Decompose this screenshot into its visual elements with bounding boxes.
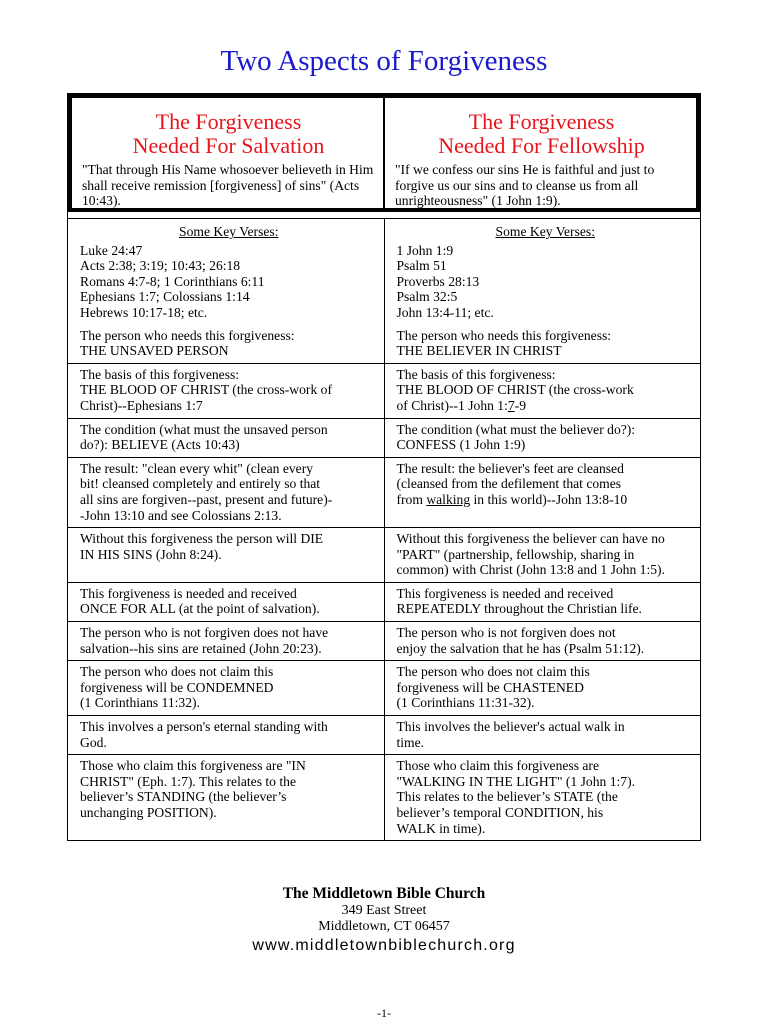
- cell-line: believer’s STANDING (the believer’s: [80, 789, 287, 805]
- cell-line: The person who does not claim this: [80, 664, 274, 680]
- cell-line: Those who claim this forgiveness are "IN: [80, 758, 306, 774]
- salvation-cell: [68, 622, 384, 660]
- fellowship-cell: [384, 364, 701, 418]
- cell-line: The person who does not claim this: [396, 664, 590, 680]
- cell-line: CHRIST" (Eph. 1:7). This relates to the: [80, 773, 296, 789]
- cell-line: This forgiveness is needed and received: [80, 585, 297, 601]
- cell-line: bit! cleansed completely and entirely so that: [80, 476, 321, 492]
- key-verse: Luke 24:47: [80, 242, 143, 258]
- header-salvation-quote: "That through His Name whosoever believeth in Him shall receive remission [forgiveness] of sins" (Acts 10:43).: [82, 162, 374, 209]
- cell-line: THE BLOOD OF CHRIST (the cross-work of: [80, 382, 332, 398]
- church-street: 349 East Street: [341, 903, 427, 918]
- table-row: [68, 582, 700, 621]
- cell-line: "PART" (partnership, fellowship, sharing in: [396, 546, 635, 562]
- cell-line: [397, 492, 695, 508]
- cell-line: believer’s temporal CONDITION, his: [396, 805, 604, 820]
- cell-line: Christ)--Ephesians 1:7: [80, 397, 203, 413]
- header-fellowship-title: [395, 110, 688, 158]
- key-verse: Proverbs 28:13: [396, 273, 480, 289]
- cell-line: common) with Christ (John 13:8 and 1 John 1:5).: [396, 562, 665, 578]
- cell-line: This relates to the believer’s STATE (the: [396, 789, 618, 805]
- key-verse: Romans 4:7-8; 1 Corinthians 6:11: [80, 273, 265, 289]
- cell-line: THE UNSAVED PERSON: [80, 343, 229, 359]
- church-city: Middletown, CT 06457: [318, 919, 450, 934]
- church-name: The Middletown Bible Church: [282, 885, 486, 902]
- cell-line: The condition (what must the believer do?):: [396, 421, 636, 437]
- salvation-cell: [68, 583, 384, 621]
- cell-text: of Christ)--1 John 1:: [396, 397, 508, 413]
- cell-line: ONCE FOR ALL (at the point of salvation).: [80, 601, 320, 617]
- fellowship-cell: [384, 622, 701, 660]
- fellowship-cell: [384, 458, 701, 527]
- salvation-cell: [68, 458, 384, 527]
- fellowship-cell: [384, 325, 701, 363]
- cell-line: The person who is not forgiven does not: [396, 625, 616, 641]
- cell-line: Those who claim this forgiveness are: [396, 758, 599, 774]
- key-verse: Psalm 51: [396, 258, 447, 274]
- cell-line: The result: the believer's feet are cleansed: [396, 460, 624, 476]
- cell-line: salvation--his sins are retained (John 20:23).: [80, 640, 322, 656]
- page-number: -1-: [377, 1006, 391, 1020]
- comparison-table: [67, 93, 701, 841]
- page-title: Two Aspects of Forgiveness: [220, 45, 548, 77]
- cell-line: [397, 398, 695, 414]
- cell-line: The condition (what must the unsaved person: [80, 421, 328, 437]
- cell-line: This forgiveness is needed and received: [396, 585, 614, 601]
- fellowship-cell: [384, 583, 701, 621]
- cell-line: enjoy the salvation that he has (Psalm 51:12).: [396, 640, 645, 656]
- cell-line: REPEATEDLY throughout the Christian life.: [396, 601, 642, 617]
- header-row: [68, 94, 700, 212]
- key-verses-fellowship: [384, 219, 701, 325]
- table-row: [68, 363, 700, 418]
- salvation-cell: [68, 755, 384, 840]
- cell-text: in this world)--John 13:8-10: [470, 491, 628, 507]
- cell-line: (1 Corinthians 11:31-32).: [396, 695, 535, 711]
- cell-line: (cleansed from the defilement that comes: [396, 476, 622, 492]
- header-salvation-title: [82, 110, 375, 158]
- salvation-cell: [68, 528, 384, 582]
- key-verse: Hebrews 10:17-18; etc.: [80, 304, 208, 320]
- cell-text: from: [396, 491, 427, 507]
- cell-line: The person who needs this forgiveness:: [80, 327, 295, 343]
- table-row: [68, 457, 700, 527]
- header-fellowship-title-line2: Needed For Fellowship: [438, 133, 645, 158]
- cell-line: THE BLOOD OF CHRIST (the cross-work: [396, 382, 634, 398]
- key-verse: 1 John 1:9: [396, 242, 454, 258]
- underlined-text: 7: [507, 397, 515, 413]
- cell-line: THE BELIEVER IN CHRIST: [396, 343, 562, 359]
- salvation-cell: [68, 661, 384, 715]
- fellowship-cell: [384, 755, 701, 840]
- key-verses-heading-left: Some Key Verses:: [179, 224, 279, 239]
- cell-line: God.: [80, 734, 107, 750]
- cell-line: The basis of this forgiveness:: [80, 366, 240, 382]
- salvation-cell: [68, 364, 384, 418]
- header-salvation-title-line1: The Forgiveness: [155, 109, 302, 134]
- table-row: [68, 621, 700, 660]
- key-verses-list-right: [397, 243, 695, 321]
- header-fellowship-title-line1: The Forgiveness: [468, 109, 615, 134]
- underlined-text: walking: [426, 491, 471, 507]
- cell-line: time.: [396, 734, 425, 750]
- cell-line: -John 13:10 and see Colossians 2:13.: [80, 507, 282, 523]
- cell-line: WALK in time).: [396, 820, 486, 836]
- cell-line: do?): BELIEVE (Acts 10:43): [80, 437, 240, 453]
- table-row: [68, 325, 700, 363]
- comparison-rows: [68, 325, 700, 841]
- key-verse: John 13:4-11; etc.: [396, 304, 494, 320]
- cell-line: forgiveness will be CONDEMNED: [80, 679, 274, 695]
- cell-line: The person who needs this forgiveness:: [396, 327, 612, 343]
- key-verses-row: [68, 218, 700, 325]
- table-row: [68, 660, 700, 715]
- cell-line: CONFESS (1 John 1:9): [396, 437, 526, 453]
- cell-line: forgiveness will be CHASTENED: [396, 679, 584, 695]
- cell-text: -9: [514, 397, 527, 413]
- cell-line: all sins are forgiven--past, present and future)-: [80, 491, 333, 507]
- table-row: [68, 527, 700, 582]
- fellowship-cell: [384, 716, 701, 754]
- salvation-cell: [68, 419, 384, 457]
- table-row: [68, 418, 700, 457]
- key-verse: Acts 2:38; 3:19; 10:43; 26:18: [80, 258, 241, 274]
- header-fellowship: [385, 94, 700, 212]
- key-verse: Psalm 32:5: [396, 289, 458, 305]
- fellowship-cell: [384, 528, 701, 582]
- table-row: [68, 754, 700, 840]
- cell-line: "WALKING IN THE LIGHT" (1 John 1:7).: [396, 773, 636, 789]
- fellowship-cell: [384, 419, 701, 457]
- key-verse: Ephesians 1:7; Colossians 1:14: [80, 289, 250, 305]
- fellowship-cell: [384, 661, 701, 715]
- header-salvation-title-line2: Needed For Salvation: [132, 133, 325, 158]
- cell-line: unchanging POSITION).: [80, 805, 217, 820]
- cell-line: Without this forgiveness the believer can have no: [396, 531, 665, 547]
- cell-line: The result: "clean every whit" (clean every: [80, 460, 314, 476]
- cell-line: Without this forgiveness the person will DIE: [80, 531, 324, 547]
- key-verses-salvation: [68, 219, 384, 325]
- cell-line: IN HIS SINS (John 8:24).: [80, 546, 222, 562]
- table-row: [68, 715, 700, 754]
- header-salvation: [68, 94, 385, 212]
- salvation-cell: [68, 325, 384, 363]
- salvation-cell: [68, 716, 384, 754]
- footer: [0, 885, 768, 956]
- cell-line: The basis of this forgiveness:: [396, 366, 556, 382]
- key-verses-heading-right: Some Key Verses:: [495, 224, 595, 239]
- cell-line: This involves a person's eternal standing with: [80, 719, 328, 735]
- church-website-link[interactable]: www.middletownbiblechurch.org: [252, 937, 516, 954]
- key-verses-list-left: [80, 243, 378, 321]
- cell-line: The person who is not forgiven does not have: [80, 625, 329, 641]
- cell-line: (1 Corinthians 11:32).: [80, 695, 200, 711]
- header-fellowship-quote: "If we confess our sins He is faithful and just to forgive us our sins and to cleanse us from all unrighteousness" (1 John 1:9).: [395, 162, 655, 209]
- cell-line: This involves the believer's actual walk in: [396, 719, 625, 735]
